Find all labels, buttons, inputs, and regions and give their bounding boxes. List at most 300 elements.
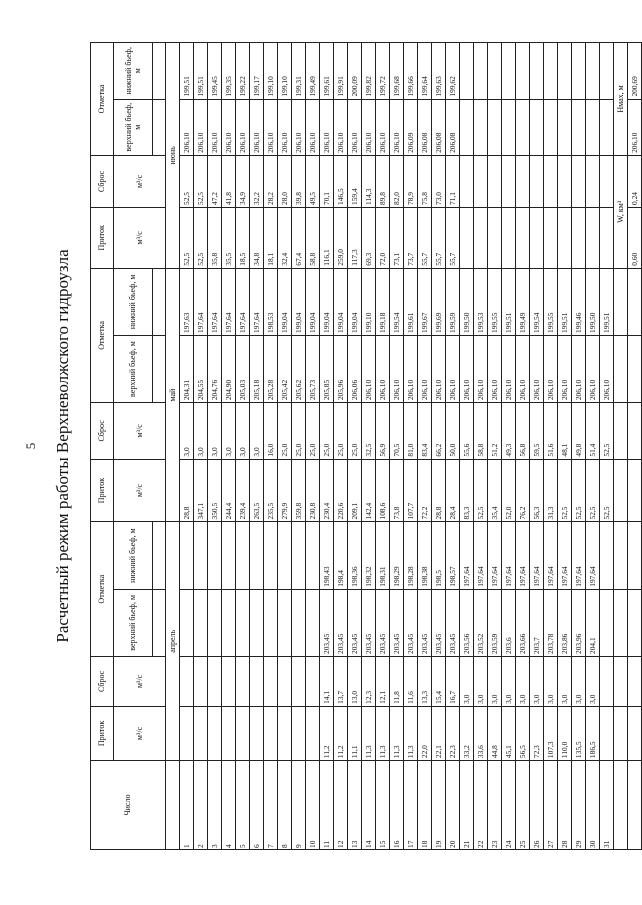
june-cell: 52,5: [180, 207, 194, 268]
june-cell: 35,5: [222, 207, 236, 268]
may-cell: 206,10: [502, 335, 516, 402]
june-cell: [558, 155, 572, 207]
may-cell: 49,8: [572, 403, 586, 459]
april-cell: [278, 589, 292, 656]
april-cell: 203,6: [502, 589, 516, 656]
april-cell: 203,96: [572, 589, 586, 656]
april-cell: [250, 706, 264, 760]
may-cell: 230,8: [306, 459, 320, 522]
header-day: Число: [91, 761, 166, 850]
april-cell: 110,0: [558, 706, 572, 760]
may-cell: 70,5: [390, 403, 404, 459]
june-cell: 75,8: [418, 155, 432, 207]
may-cell: 199,46: [572, 268, 586, 335]
day-number: 3: [208, 761, 222, 850]
june-cell: 117,3: [348, 207, 362, 268]
june-cell: [516, 99, 530, 155]
may-cell: 206,10: [572, 335, 586, 402]
april-cell: [208, 589, 222, 656]
may-cell: 199,04: [334, 268, 348, 335]
april-cell: [292, 589, 306, 656]
june-cell: 55,7: [418, 207, 432, 268]
june-cell: [516, 43, 530, 100]
april-cell: [208, 706, 222, 760]
may-cell: 206,10: [404, 335, 418, 402]
april-cell: [600, 589, 614, 656]
april-cell: 203,45: [432, 589, 446, 656]
table-row: [376, 43, 390, 850]
april-cell: [180, 706, 194, 760]
april-cell: 72,3: [530, 706, 544, 760]
april-cell: 3,0: [544, 656, 558, 706]
header-unit-inflow-apr: м³/с: [114, 706, 166, 760]
may-cell: 3,0: [222, 403, 236, 459]
may-cell: 66,2: [432, 403, 446, 459]
june-cell: 206,10: [250, 99, 264, 155]
may-cell: 72,2: [418, 459, 432, 522]
april-cell: 203,45: [404, 589, 418, 656]
table-row: [390, 43, 404, 850]
april-cell: 197,64: [460, 522, 474, 589]
may-cell: 28,8: [432, 459, 446, 522]
april-cell: [250, 589, 264, 656]
summary-h-label: Hмах, м: [614, 43, 628, 156]
april-cell: 11,2: [334, 706, 348, 760]
may-cell: 3,0: [194, 403, 208, 459]
june-cell: 199,82: [362, 43, 376, 100]
may-cell: 205,96: [334, 335, 348, 402]
header-spacer: [153, 589, 166, 656]
april-cell: 186,5: [586, 706, 600, 760]
day-number: 15: [376, 761, 390, 850]
june-cell: [488, 99, 502, 155]
summary-lower: 200,69: [628, 43, 642, 100]
may-cell: 204,90: [222, 335, 236, 402]
may-cell: 48,1: [558, 403, 572, 459]
summary-cell: [628, 589, 642, 656]
april-cell: 203,45: [362, 589, 376, 656]
summary-day: [614, 761, 628, 850]
table-row: [306, 43, 320, 850]
day-number: 26: [530, 761, 544, 850]
april-cell: 11,6: [404, 656, 418, 706]
may-cell: 263,5: [250, 459, 264, 522]
april-cell: 3,0: [572, 656, 586, 706]
may-cell: 205,18: [250, 335, 264, 402]
april-cell: [264, 656, 278, 706]
header-inflow-may: Приток: [91, 459, 114, 522]
table-row: [572, 43, 586, 850]
may-cell: 25,0: [278, 403, 292, 459]
april-cell: 197,64: [530, 522, 544, 589]
april-cell: [236, 522, 250, 589]
april-cell: [600, 706, 614, 760]
table-row: [516, 43, 530, 850]
header-upper-jun: верхний бьеф, м: [114, 99, 153, 155]
day-number: 1: [180, 761, 194, 850]
april-cell: [292, 656, 306, 706]
april-cell: 197,64: [586, 522, 600, 589]
page-title: Расчетный режим работы Верхневолжского гидроузла: [53, 249, 72, 643]
june-cell: [572, 99, 586, 155]
june-cell: 206,10: [180, 99, 194, 155]
may-cell: 197,64: [194, 268, 208, 335]
june-cell: 206,10: [292, 99, 306, 155]
april-cell: 11,1: [348, 706, 362, 760]
header-spacer: [153, 335, 166, 402]
june-cell: [544, 99, 558, 155]
may-cell: 25,0: [306, 403, 320, 459]
june-cell: 199,66: [404, 43, 418, 100]
may-cell: 51,2: [488, 403, 502, 459]
table-row: [250, 43, 264, 850]
june-cell: [488, 207, 502, 268]
june-cell: 199,63: [432, 43, 446, 100]
table-row: [488, 43, 502, 850]
april-cell: 198,5: [432, 522, 446, 589]
april-cell: 22,1: [432, 706, 446, 760]
summary-cell: [614, 589, 628, 656]
april-cell: 198,31: [376, 522, 390, 589]
june-cell: 206,10: [208, 99, 222, 155]
month-row-day: [166, 761, 180, 850]
day-number: 29: [572, 761, 586, 850]
june-cell: [502, 207, 516, 268]
may-cell: 199,04: [278, 268, 292, 335]
may-cell: 206,10: [390, 335, 404, 402]
april-cell: 3,0: [474, 656, 488, 706]
june-cell: 34,8: [250, 207, 264, 268]
may-cell: 199,04: [292, 268, 306, 335]
april-cell: 15,4: [432, 656, 446, 706]
may-cell: 76,2: [516, 459, 530, 522]
day-number: 27: [544, 761, 558, 850]
summary-cell: [628, 335, 642, 402]
may-cell: 350,5: [208, 459, 222, 522]
month-june: июнь: [166, 43, 180, 269]
april-cell: [278, 522, 292, 589]
summary-cell: [614, 459, 628, 522]
day-number: 2: [194, 761, 208, 850]
april-cell: [306, 706, 320, 760]
april-cell: [600, 656, 614, 706]
april-cell: 197,64: [488, 522, 502, 589]
may-cell: 28,8: [180, 459, 194, 522]
may-cell: 52,5: [572, 459, 586, 522]
june-cell: 199,68: [390, 43, 404, 100]
table-body: [166, 43, 614, 850]
april-cell: 198,57: [446, 522, 460, 589]
day-number: 19: [432, 761, 446, 850]
may-cell: 51,6: [544, 403, 558, 459]
june-cell: [586, 155, 600, 207]
april-cell: [222, 706, 236, 760]
may-cell: 199,54: [530, 268, 544, 335]
june-cell: 159,4: [348, 155, 362, 207]
june-cell: 69,3: [362, 207, 376, 268]
table-row: [530, 43, 544, 850]
may-cell: 205,85: [320, 335, 334, 402]
may-cell: 220,6: [334, 459, 348, 522]
april-cell: [194, 706, 208, 760]
may-cell: 199,50: [586, 268, 600, 335]
april-cell: 203,45: [418, 589, 432, 656]
april-cell: 3,0: [530, 656, 544, 706]
may-cell: 52,0: [502, 459, 516, 522]
may-cell: 3,0: [180, 403, 194, 459]
may-cell: 206,10: [474, 335, 488, 402]
may-cell: 198,53: [264, 268, 278, 335]
june-cell: [474, 207, 488, 268]
may-cell: 205,42: [278, 335, 292, 402]
day-number: 4: [222, 761, 236, 850]
april-cell: [278, 706, 292, 760]
june-cell: [544, 43, 558, 100]
june-cell: 52,5: [180, 155, 194, 207]
april-cell: [180, 656, 194, 706]
april-cell: [180, 589, 194, 656]
april-cell: 44,8: [488, 706, 502, 760]
june-cell: 206,10: [348, 99, 362, 155]
may-cell: 199,67: [418, 268, 432, 335]
header-unit-inflow-may: м³/с: [114, 459, 166, 522]
april-cell: 13,0: [348, 656, 362, 706]
april-cell: 45,1: [502, 706, 516, 760]
page-number: 5: [23, 442, 38, 450]
may-cell: 56,8: [516, 403, 530, 459]
april-cell: 204,1: [586, 589, 600, 656]
april-cell: [264, 522, 278, 589]
april-cell: 33,6: [474, 706, 488, 760]
june-cell: 206,10: [236, 99, 250, 155]
table-row: [544, 43, 558, 850]
may-cell: 199,10: [362, 268, 376, 335]
summary-cell: [628, 268, 642, 335]
header-inflow-apr: Приток: [91, 706, 114, 760]
april-cell: 198,36: [348, 522, 362, 589]
summary-cell: [628, 522, 642, 589]
day-number: 14: [362, 761, 376, 850]
june-cell: 199,49: [306, 43, 320, 100]
header-discharge-may: Сброс: [91, 403, 114, 459]
may-cell: 199,51: [600, 268, 614, 335]
june-cell: [488, 43, 502, 100]
june-cell: 58,8: [306, 207, 320, 268]
june-cell: 259,0: [334, 207, 348, 268]
may-cell: 35,4: [488, 459, 502, 522]
may-cell: 199,18: [376, 268, 390, 335]
summary-cell: [628, 706, 642, 760]
june-cell: 206,10: [306, 99, 320, 155]
may-cell: 199,54: [390, 268, 404, 335]
april-cell: 33,2: [460, 706, 474, 760]
day-number: 12: [334, 761, 348, 850]
june-cell: 199,10: [278, 43, 292, 100]
june-cell: [530, 155, 544, 207]
april-cell: 198,32: [362, 522, 376, 589]
header-unit-discharge-apr: м³/с: [114, 656, 166, 706]
may-cell: 230,4: [320, 459, 334, 522]
may-cell: 3,0: [236, 403, 250, 459]
june-cell: 73,7: [404, 207, 418, 268]
june-cell: 28,2: [264, 155, 278, 207]
june-cell: [516, 155, 530, 207]
june-cell: [600, 99, 614, 155]
table-row: [404, 43, 418, 850]
may-cell: 205,28: [264, 335, 278, 402]
june-cell: [586, 43, 600, 100]
june-cell: 72,0: [376, 207, 390, 268]
june-cell: [586, 207, 600, 268]
table-row: [362, 43, 376, 850]
april-cell: 135,5: [572, 706, 586, 760]
may-cell: 206,10: [446, 335, 460, 402]
june-cell: [460, 99, 474, 155]
june-cell: [460, 207, 474, 268]
may-cell: 199,04: [348, 268, 362, 335]
april-cell: [292, 522, 306, 589]
may-cell: 52,5: [600, 403, 614, 459]
june-cell: 89,8: [376, 155, 390, 207]
may-cell: 16,0: [264, 403, 278, 459]
may-cell: 204,76: [208, 335, 222, 402]
june-cell: [474, 43, 488, 100]
may-cell: 206,10: [460, 335, 474, 402]
header-unit-discharge-jun: м³/с: [114, 155, 166, 207]
header-level-may: Отметка: [91, 268, 114, 402]
day-number: 24: [502, 761, 516, 850]
day-number: 13: [348, 761, 362, 850]
table-row: [334, 43, 348, 850]
june-cell: 206,10: [334, 99, 348, 155]
may-cell: 359,8: [292, 459, 306, 522]
may-cell: 206,10: [362, 335, 376, 402]
may-cell: 199,69: [432, 268, 446, 335]
june-cell: 73,1: [390, 207, 404, 268]
may-cell: 197,64: [208, 268, 222, 335]
day-number: 11: [320, 761, 334, 850]
april-cell: 198,28: [404, 522, 418, 589]
day-number: 18: [418, 761, 432, 850]
may-cell: 206,10: [586, 335, 600, 402]
april-cell: 3,0: [488, 656, 502, 706]
june-cell: [474, 155, 488, 207]
table-row: [474, 43, 488, 850]
may-cell: 206,10: [432, 335, 446, 402]
june-cell: 18,5: [236, 207, 250, 268]
header-spacer: [153, 522, 166, 589]
header-unit-discharge-may: м³/с: [114, 403, 166, 459]
june-cell: 206,10: [278, 99, 292, 155]
june-cell: 199,35: [222, 43, 236, 100]
april-cell: [236, 656, 250, 706]
may-cell: 58,8: [474, 403, 488, 459]
april-cell: 11,8: [390, 656, 404, 706]
table-row: [208, 43, 222, 850]
april-cell: 198,38: [418, 522, 432, 589]
june-cell: 206,09: [404, 99, 418, 155]
may-cell: 199,59: [446, 268, 460, 335]
april-cell: 203,56: [460, 589, 474, 656]
table-frame: [90, 42, 639, 850]
table-row: [586, 43, 600, 850]
summary-cell: [628, 656, 642, 706]
may-cell: 206,10: [600, 335, 614, 402]
june-cell: [558, 43, 572, 100]
day-number: 6: [250, 761, 264, 850]
may-cell: 199,61: [404, 268, 418, 335]
may-cell: 50,0: [446, 403, 460, 459]
june-cell: 28,0: [278, 155, 292, 207]
june-cell: [572, 207, 586, 268]
summary-cell: [614, 403, 628, 459]
june-cell: [572, 43, 586, 100]
may-cell: 206,10: [530, 335, 544, 402]
may-cell: 83,4: [418, 403, 432, 459]
may-cell: 197,63: [180, 268, 194, 335]
may-cell: 25,0: [292, 403, 306, 459]
table-row: [446, 43, 460, 850]
june-cell: [502, 99, 516, 155]
june-cell: 199,10: [264, 43, 278, 100]
may-cell: 83,3: [460, 459, 474, 522]
june-cell: 199,91: [334, 43, 348, 100]
june-cell: 206,10: [194, 99, 208, 155]
may-cell: 206,10: [558, 335, 572, 402]
day-number: 21: [460, 761, 474, 850]
june-cell: 199,31: [292, 43, 306, 100]
june-cell: 206,10: [390, 99, 404, 155]
may-cell: 244,4: [222, 459, 236, 522]
june-cell: 206,10: [264, 99, 278, 155]
may-cell: 206,10: [418, 335, 432, 402]
april-cell: 203,45: [334, 589, 348, 656]
april-cell: [194, 522, 208, 589]
june-cell: 206,08: [432, 99, 446, 155]
table-row: [236, 43, 250, 850]
day-number: 28: [558, 761, 572, 850]
june-cell: 199,72: [376, 43, 390, 100]
header-discharge-apr: Сброс: [91, 656, 114, 706]
april-cell: 22,0: [418, 706, 432, 760]
day-number: 22: [474, 761, 488, 850]
summary-cell: [628, 403, 642, 459]
april-cell: [236, 706, 250, 760]
june-cell: [558, 99, 572, 155]
may-cell: 73,8: [390, 459, 404, 522]
may-cell: 56,9: [376, 403, 390, 459]
header-spacer: [153, 43, 166, 100]
may-cell: 206,06: [348, 335, 362, 402]
june-cell: 199,17: [250, 43, 264, 100]
april-cell: 203,86: [558, 589, 572, 656]
april-cell: 197,64: [558, 522, 572, 589]
day-number: 16: [390, 761, 404, 850]
may-cell: 204,55: [194, 335, 208, 402]
april-cell: [264, 589, 278, 656]
may-cell: 28,4: [446, 459, 460, 522]
may-cell: 199,53: [474, 268, 488, 335]
summary-cell: [628, 459, 642, 522]
may-cell: 209,1: [348, 459, 362, 522]
june-cell: 34,9: [236, 155, 250, 207]
april-cell: 12,3: [362, 656, 376, 706]
april-cell: [306, 522, 320, 589]
april-cell: [306, 589, 320, 656]
june-cell: 199,22: [236, 43, 250, 100]
april-cell: 197,64: [502, 522, 516, 589]
june-cell: 82,0: [390, 155, 404, 207]
